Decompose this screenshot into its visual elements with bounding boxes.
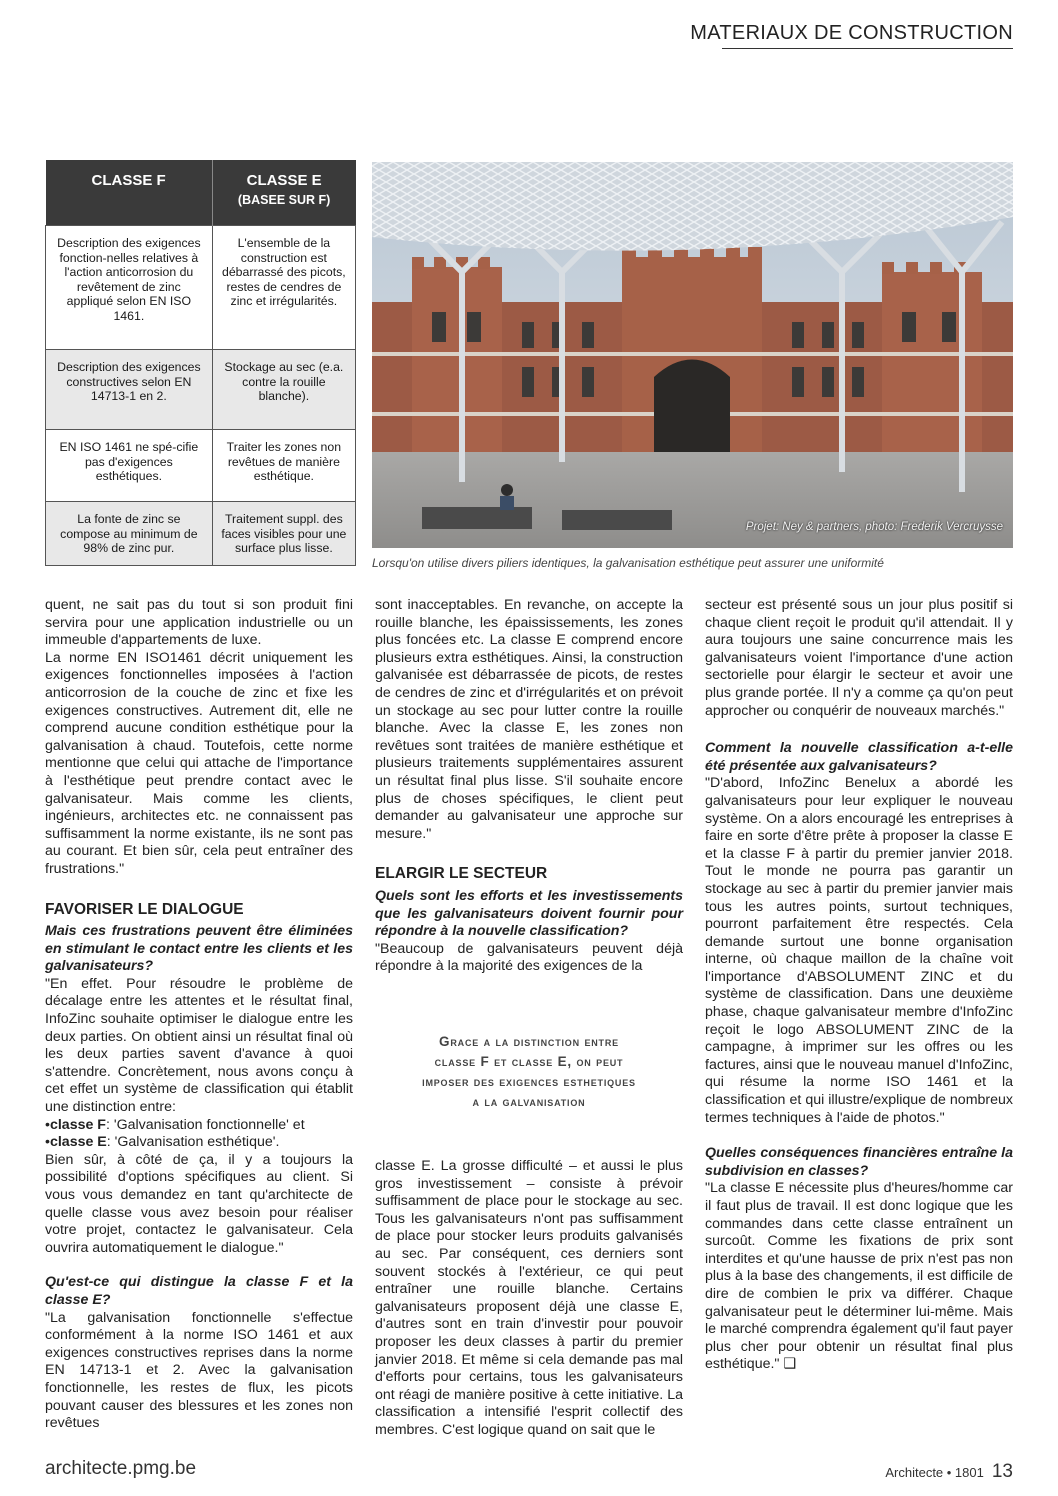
paragraph: "Beaucoup de galvanisateurs peuvent déjà répondre à la majorité des exigences de la [375, 940, 683, 975]
website-link[interactable]: architecte.pmg.be [45, 1458, 197, 1479]
table-cell-f: Description des exigences fonction-nelles relatives à l'action anticorrosion du revêtement de zinc appliqué selon EN ISO 1461. [46, 226, 213, 350]
paragraph: "En effet. Pour résoudre le problème de décalage entre les attentes et le résultat final, InfoZinc souhaite optimiser le dialogue entre les deux parties. On obtient ainsi un résultat final où les deux parties savent d'avance à quoi s'attendre. Concrètement, nous avons conçu à cet effet un système de classification qui établit une distinction entre: [45, 975, 353, 1116]
page-number: 13 [991, 1461, 1013, 1482]
paragraph: quent, ne sait pas du tout si son produit fini servira pour une application industrielle ou un immeuble d'appartements de luxe. [45, 597, 353, 649]
table-header-classe-e: CLASSE E (BASEE SUR F) [212, 160, 355, 226]
station-photo [372, 162, 1013, 548]
table-cell-e: Traitement suppl. des faces visibles pour une surface plus lisse. [212, 502, 355, 566]
pull-quote-line: Grace a la distinction entre [439, 1034, 619, 1049]
section-heading: ELARGIR LE SECTEUR [375, 865, 548, 883]
classification-table [45, 160, 356, 566]
table-cell-e: Traiter les zones non revêtues de manière esthétique. [212, 430, 355, 502]
text-column-2 [375, 597, 683, 976]
interview-question: Quels sont les efforts et les investissements que les galvanisateurs doivent fournir pour répondre à la nouvelle classification? [375, 887, 683, 940]
bullet-item: •classe F: 'Galvanisation fonctionnelle' et [45, 1116, 305, 1133]
section-heading: FAVORISER LE DIALOGUE [45, 900, 244, 918]
table-row [46, 350, 356, 430]
table-cell-e: Stockage au sec (e.a. contre la rouille blanche). [212, 350, 355, 430]
pull-quote-line: a la galvanisation [472, 1094, 586, 1109]
paragraph: La norme EN ISO1461 décrit uniquement les exigences fonctionnelles imposées à l'action anticorrosion de la couche de zinc et fixe les exigences constructives. Autrement dit, elle ne comprend aucune condition esthétique pour la galvanisation à chaud. Toutefois, cette norme mentionne que celui qui attache de l'importance à l'esthétique peut prendre contact avec le galvanisateur. Mais comme les clients, ingénieurs, architectes etc. ne connaissent pas suffisamment la norme existante, ils ne sont pas au courant. Et bien sûr, cela peut entraîner des frustrations." [45, 649, 353, 877]
table-header-classe-f: CLASSE F [46, 160, 213, 226]
table-row [46, 226, 356, 350]
table-cell-f: La fonte de zinc se compose au minimum de 98% de zinc pur. [46, 502, 213, 566]
interview-question: Quelles conséquences financières entraîne la subdivision en classes? [705, 1145, 1013, 1179]
paragraph: classe E. La grosse difficulté – et aussi le plus gros investissement – consiste à prévoir suffisamment de place pour le stockage au sec. Tous les galvanisateurs n'ont pas suffisamment de place pour stocker leurs produits galvanisés au sec. Par conséquent, ces derniers sont souvent stockés à l'extérieur, ce qui peut entraîner une rouille blanche. Certains galvanisateurs proposent déjà une classe E, d'autres sont en train d'investir pour pouvoir proposer les deux classes à partir du premier janvier 2018. Et même si cela demande pas mal d'efforts pour certains, tous les galvanisateurs ont réagi de manière positive à cette initiative. La classification a intensifié l'esprit collectif des membres. C'est logique quand on sait que le [375, 1158, 683, 1438]
paragraph: Bien sûr, à côté de ça, il y a toujours la possibilité d'options spécifiques au client. Si vous vous demandez en tant qu'architecte de quelle classe vous avez besoin pour réaliser votre projet, contactez le galvanisateur. Cela ouvrira automatiquement le dialogue." [45, 1151, 353, 1256]
interview-question: Comment la nouvelle classification a-t-elle été présentée aux galvanisateurs? [705, 740, 1013, 774]
photo-credit: Projet: Ney & partners, photo: Frederik Vercruysse [745, 521, 1003, 533]
text-column-3 [705, 597, 1013, 1374]
interview-question: Mais ces frustrations peuvent être éliminées en stimulant le contact entre les clients et les galvanisateurs? [45, 923, 353, 975]
interview-question: Qu'est-ce qui distingue la classe F et la classe E? [45, 1274, 353, 1308]
table-row [46, 502, 356, 566]
text-column-1 [45, 597, 353, 1433]
paragraph: secteur est présenté sous un jour plus positif si chaque client reçoit le produit qu'il attendait. Il y aura toujours une saine concurrence mais les galvanisateurs voient l'importance d'une action sectorielle pour élargir le secteur et avoir une plus grande portée. Il n'y a comme ça qu'on peut approcher ou conquérir de nouveaux marchés." [705, 597, 1013, 719]
table-cell-f: EN ISO 1461 ne spé-cifie pas d'exigences esthétiques. [46, 430, 213, 502]
pull-quote-line: imposer des exigences esthetiques [422, 1074, 636, 1089]
paragraph: "D'abord, InfoZinc Benelux a abordé les galvanisateurs pour leur expliquer le nouveau système. On a alors encouragé les entreprises à faire en sorte d'être prête à proposer la classe E et la classe F à partir du premier janvier 2018. Tout le monde ne pourra pas garantir un stockage au sec à partir du premier janvier mais tous les autres points, surtout techniques, pourront parfaitement être respectés. Cela demande surtout une bonne organisation interne, où chaque maillon de la chaîne voit l'importance d'ABSOLUMENT ZINC et du système de classification. Dans une deuxième phase, chaque galvanisateur membre d'InfoZinc reçoit le logo ABSOLUMENT ZINC de la campagne, à imprimer sur les offres ou les factures, ainsi que le nouveau manuel d'InfoZinc, qui résume la norme ISO 1461 et la classification et qui illustre/explique de nombreux termes techniques à l'aide de photos." [705, 775, 1013, 1126]
pull-quote [375, 1032, 683, 1112]
paragraph: "La galvanisation fonctionnelle s'effectue conformément à la norme ISO 1461 et aux exigences constructives reprises dans la norme EN 14713-1 et 2. Avec la galvanisation fonctionnelle, les restes de flux, les picots pouvant causer des blessures et les zones non revêtues [45, 1309, 353, 1432]
table-row [46, 430, 356, 502]
table-cell-f: Description des exigences constructives selon EN 14713-1 en 2. [46, 350, 213, 430]
photo-caption: Lorsqu'on utilise divers piliers identiques, la galvanisation esthétique peut assurer une uniformité [372, 556, 884, 570]
section-title: MATERIAUX DE CONSTRUCTION [690, 22, 1013, 44]
bullet-item: •classe E: 'Galvanisation esthétique'. [45, 1134, 280, 1151]
paragraph: sont inacceptables. En revanche, on accepte la rouille blanche, les épaississements, les zones plus foncées etc. La classe E comprend encore plusieurs extra esthétiques. Ainsi, la construction galvanisée est débarrassée de picots, de restes de cendres de zinc et d'irrégularités et on prévoit un stockage au sec pour lutter contre la rouille blanche. Avec la classe E, les zones non revêtues sont traitées de manière esthétique et plusieurs traitements supplémentaires assurent un résultat final plus lisse. S'il souhaite encore plus de choses spécifiques, le client peut demander au galvanisateur une approche sur mesure." [375, 597, 683, 842]
table-cell-e: L'ensemble de la construction est débarrassé des picots, restes de cendres de zinc et irrégularités. [212, 226, 355, 350]
header-rule [722, 48, 1013, 49]
pull-quote-line: classe F et classe E, on peut [434, 1054, 624, 1069]
paragraph: "La classe E nécessite plus d'heures/homme car il faut plus de travail. Il est donc logique que les commandes dans cette classe entraînent un surcoût. Comme les fixations de prix sont interdites et qu'une hausse de prix n'est pas non plus à la base des changements, il est difficile de dire de combien le prix va différer. Chaque galvanisateur peut le déterminer lui-même. Mais le marché comprendra également qu'il faut payer plus cher pour obtenir un résultat final plus esthétique." ❑ [705, 1180, 1013, 1373]
page-footer [885, 1461, 1013, 1483]
text-column-2-continued [375, 1158, 683, 1440]
magazine-issue: Architecte • 1801 [885, 1465, 984, 1480]
